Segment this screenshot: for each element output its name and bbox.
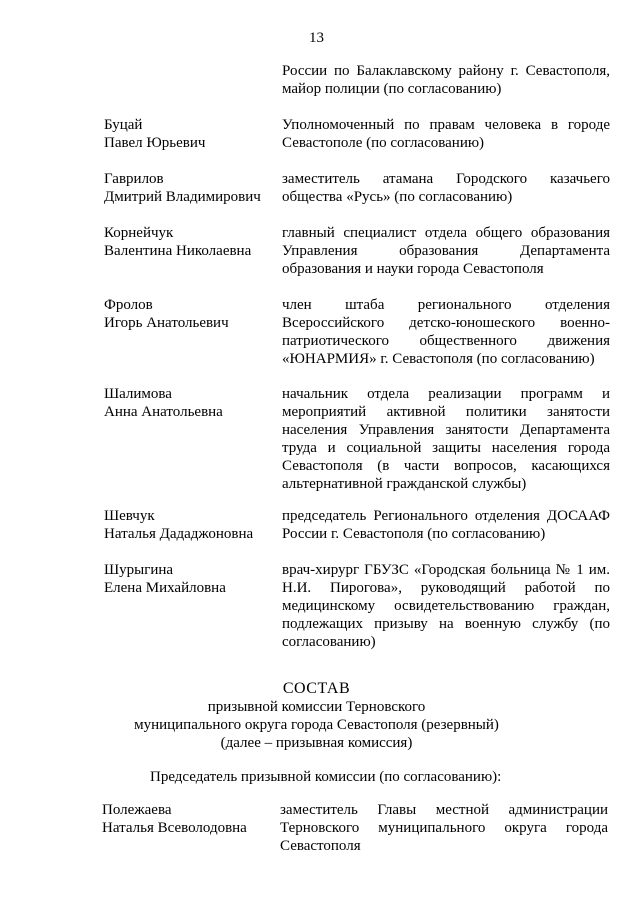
- member-position: главный специалист отдела общего образования Управления образования Департамента образования и науки города Севастополя: [282, 225, 610, 277]
- member-surname: Гаврилов: [104, 171, 164, 187]
- member-position: Уполномоченный по правам человека в городе Севастополе (по согласованию): [282, 117, 610, 151]
- composition-heading: [0, 680, 633, 752]
- member-name: [104, 296, 279, 332]
- member-name: [104, 507, 279, 543]
- page-number: 13: [309, 30, 324, 46]
- composition-subtitle-line: (далее – призывная комиссия): [220, 735, 413, 751]
- chair-given-names: Наталья Всеволодовна: [102, 820, 247, 836]
- member-given-names: Игорь Анатольевич: [104, 315, 229, 331]
- member-given-names: Елена Михайловна: [104, 580, 226, 596]
- composition-subtitle-line: призывной комиссии Терновского: [207, 699, 426, 715]
- chair-surname: Полежаева: [102, 802, 172, 818]
- member-name: [104, 224, 279, 260]
- chair-position: заместитель Главы местной администрации Терновского муниципального округа города Севастополя: [280, 802, 608, 854]
- member-surname: Шалимова: [104, 386, 172, 402]
- chair-name: [102, 801, 277, 837]
- member-surname: Буцай: [104, 117, 143, 133]
- member-surname: Шурыгина: [104, 562, 174, 578]
- member-surname: Корнейчук: [104, 225, 174, 241]
- continuation-text: России по Балаклавскому району г. Севастополя, майор полиции (по согласованию): [282, 63, 610, 97]
- member-position: заместитель атамана Городского казачьего общества «Русь» (по согласованию): [282, 171, 610, 205]
- member-name: [104, 170, 279, 206]
- member-position: начальник отдела реализации программ и мероприятий активной политики занятости населения Управления занятости Департамента труда и социальной защиты населения города Севастополя (в части вопросов, касающихся альтернативной гражданской службы): [282, 386, 610, 492]
- member-name: [104, 561, 279, 597]
- member-surname: Шевчук: [104, 508, 155, 524]
- composition-title: СОСТАВ: [282, 680, 351, 697]
- member-given-names: Наталья Дададжоновна: [104, 526, 254, 542]
- chair-label: Председатель призывной комиссии (по согласованию):: [150, 769, 502, 785]
- member-position: председатель Регионального отделения ДОСААФ России г. Севастополя (по согласованию): [282, 508, 610, 542]
- member-surname: Фролов: [104, 297, 153, 313]
- member-given-names: Валентина Николаевна: [104, 243, 252, 259]
- member-position: член штаба регионального отделения Всероссийского детско-юношеского военно-патриотического общественного движения «ЮНАРМИЯ» г. Севастополя (по согласованию): [282, 297, 610, 367]
- member-name: [104, 116, 279, 152]
- member-name: [104, 385, 279, 421]
- member-given-names: Дмитрий Владимирович: [104, 189, 261, 205]
- composition-subtitle-line: муниципального округа города Севастополя (резервный): [134, 717, 499, 733]
- member-given-names: Анна Анатольевна: [104, 404, 223, 420]
- member-position: врач-хирург ГБУЗС «Городская больница № 1 им. Н.И. Пирогова», руководящий работой по медицинскому освидетельствованию граждан, подлежащих призыву на военную службу (по согласованию): [282, 562, 610, 650]
- member-given-names: Павел Юрьевич: [104, 135, 206, 151]
